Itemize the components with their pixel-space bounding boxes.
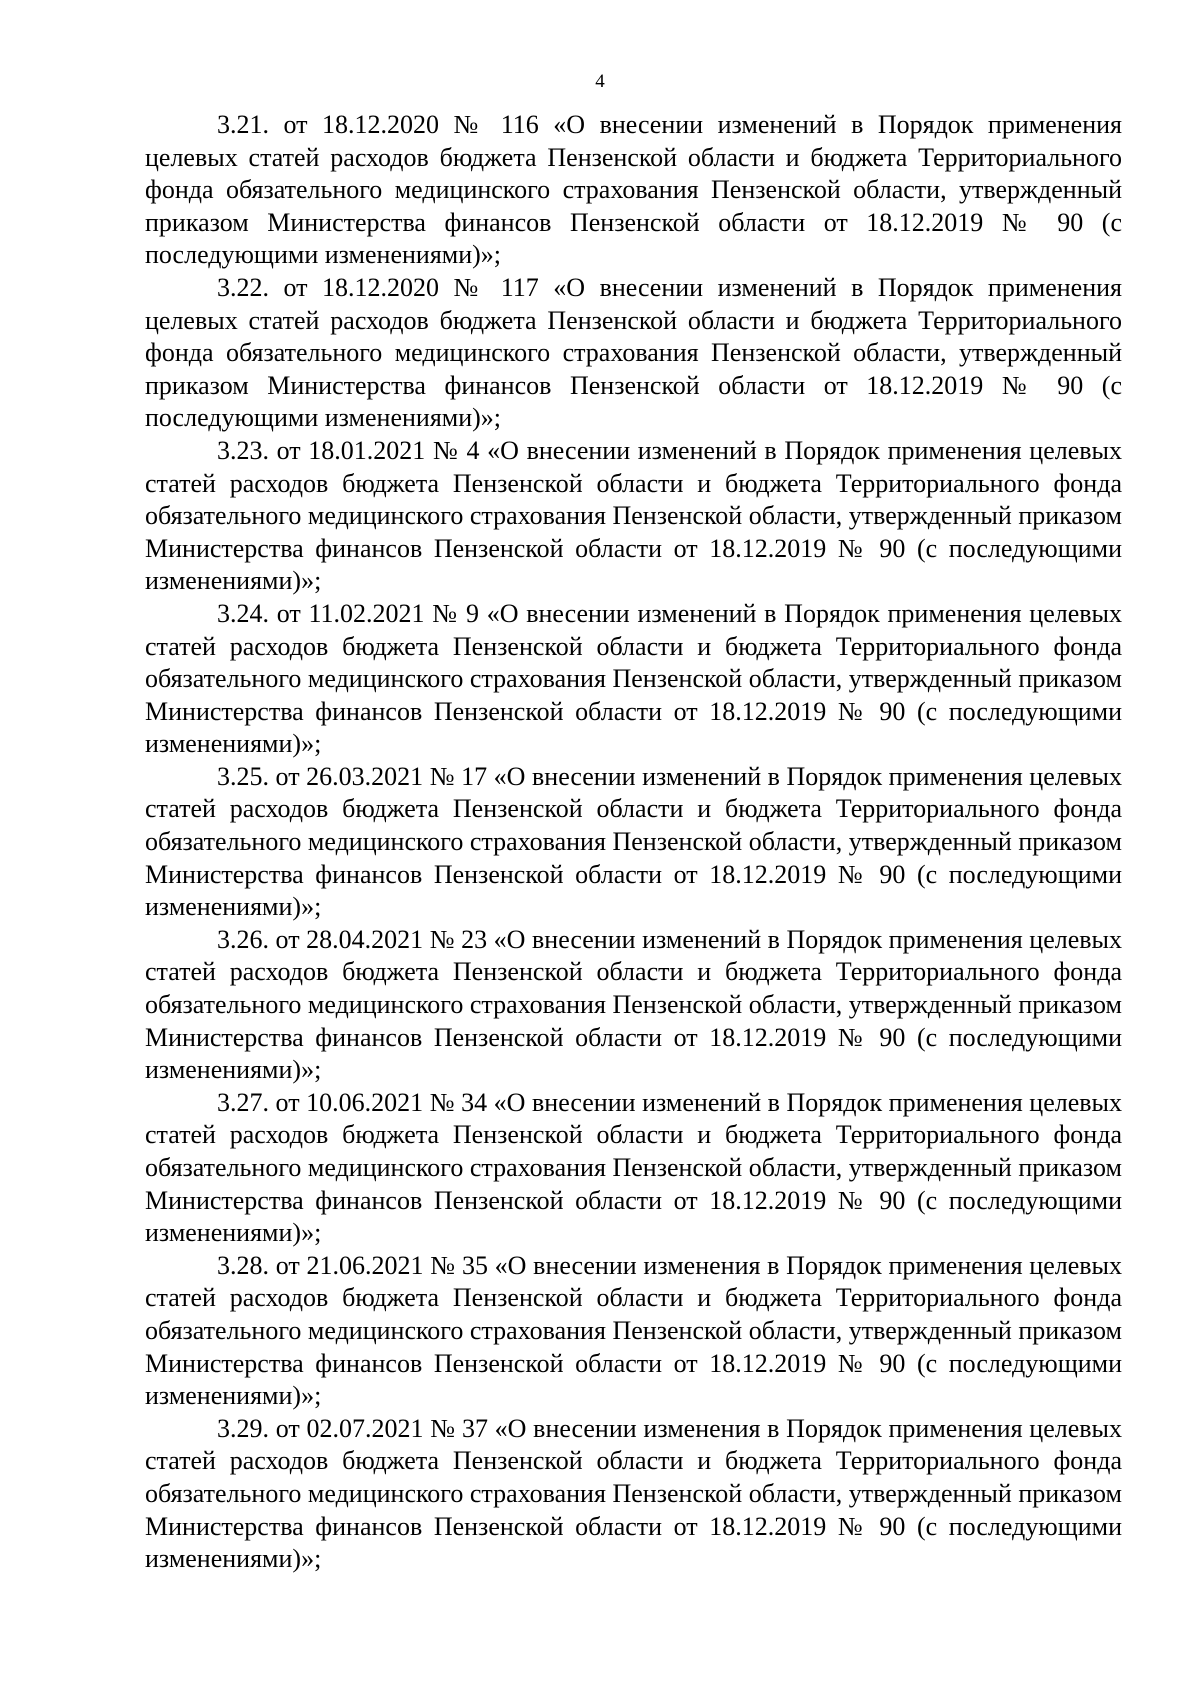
list-item: 3.22. от 18.12.2020 № 117 «О внесении изменений в Порядок применения целевых статей расходов бюджета Пензенской области и бюджета Территориального фонда обязательного медицинского страхования Пензенской области, утвержденный приказом Министерства финансов Пензенской области от 18.12.2019 № 90 (с последующими изменениями)»; (145, 272, 1122, 433)
list-item: 3.27. от 10.06.2021 № 34 «О внесении изменений в Порядок применения целевых статей расходов бюджета Пензенской области и бюджета Территориального фонда обязательного медицинского страхования Пензенской области, утвержденный приказом Министерства финансов Пензенской области от 18.12.2019 № 90 (с последующими изменениями)»; (145, 1087, 1122, 1248)
list-item: 3.29. от 02.07.2021 № 37 «О внесении изменения в Порядок применения целевых статей расходов бюджета Пензенской области и бюджета Территориального фонда обязательного медицинского страхования Пензенской области, утвержденный приказом Министерства финансов Пензенской области от 18.12.2019 № 90 (с последующими изменениями)»; (145, 1413, 1122, 1574)
list-item: 3.23. от 18.01.2021 № 4 «О внесении изменений в Порядок применения целевых статей расходов бюджета Пензенской области и бюджета Территориального фонда обязательного медицинского страхования Пензенской области, утвержденный приказом Министерства финансов Пензенской области от 18.12.2019 № 90 (с последующими изменениями)»; (145, 435, 1122, 596)
page-number: 4 (595, 71, 605, 92)
list-item: 3.21. от 18.12.2020 № 116 «О внесении изменений в Порядок применения целевых статей расходов бюджета Пензенской области и бюджета Территориального фонда обязательного медицинского страхования Пензенской области, утвержденный приказом Министерства финансов Пензенской области от 18.12.2019 № 90 (с последующими изменениями)»; (145, 110, 1122, 270)
list-item: 3.24. от 11.02.2021 № 9 «О внесении изменений в Порядок применения целевых статей расходов бюджета Пензенской области и бюджета Территориального фонда обязательного медицинского страхования Пензенской области, утвержденный приказом Министерства финансов Пензенской области от 18.12.2019 № 90 (с последующими изменениями)»; (145, 598, 1122, 759)
list-item: 3.28. от 21.06.2021 № 35 «О внесении изменения в Порядок применения целевых статей расходов бюджета Пензенской области и бюджета Территориального фонда обязательного медицинского страхования Пензенской области, утвержденный приказом Министерства финансов Пензенской области от 18.12.2019 № 90 (с последующими изменениями)»; (145, 1250, 1122, 1411)
list-item: 3.25. от 26.03.2021 № 17 «О внесении изменений в Порядок применения целевых статей расходов бюджета Пензенской области и бюджета Территориального фонда обязательного медицинского страхования Пензенской области, утвержденный приказом Министерства финансов Пензенской области от 18.12.2019 № 90 (с последующими изменениями)»; (145, 761, 1122, 922)
document-body (145, 109, 1122, 1576)
list-item: 3.26. от 28.04.2021 № 23 «О внесении изменений в Порядок применения целевых статей расходов бюджета Пензенской области и бюджета Территориального фонда обязательного медицинского страхования Пензенской области, утвержденный приказом Министерства финансов Пензенской области от 18.12.2019 № 90 (с последующими изменениями)»; (145, 924, 1122, 1085)
